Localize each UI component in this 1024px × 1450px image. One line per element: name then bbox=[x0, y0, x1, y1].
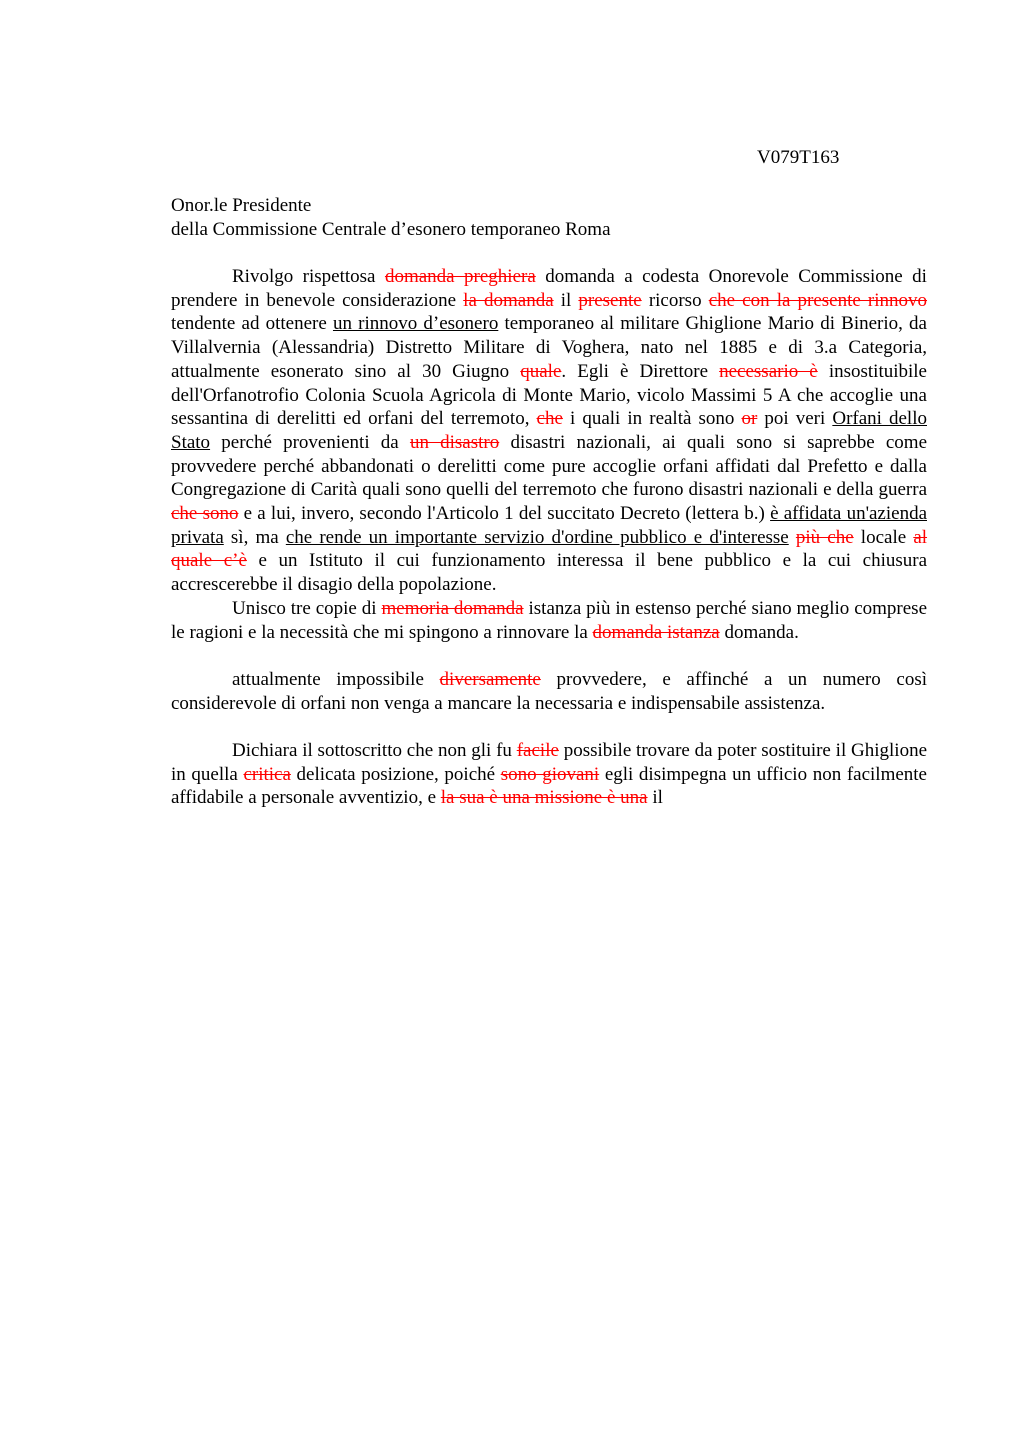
deleted-text: diversamente bbox=[439, 668, 541, 690]
text-run: perché provenienti da bbox=[210, 431, 410, 453]
text-run: possibile trovare da poter sostituire il Ghiglione in quella bbox=[171, 740, 928, 785]
text-run: domanda. bbox=[719, 621, 799, 643]
text-run: e un Istituto il cui funzionamento interessa il bene pubblico e la cui chiusura accrescerebbe il disagio della popolazione. bbox=[171, 550, 927, 596]
text-run: Dichiara il sottoscritto che non gli fu bbox=[232, 740, 517, 762]
text-run: poi veri bbox=[757, 408, 833, 430]
paragraph-attachments bbox=[171, 597, 927, 644]
deleted-text: domanda istanza bbox=[592, 621, 720, 643]
deleted-text: la domanda bbox=[463, 289, 554, 311]
text-run: Unisco tre copie di bbox=[232, 597, 382, 619]
text-run: e a lui, invero, secondo l'Articolo 1 del succitato Decreto (lettera b.) bbox=[238, 503, 771, 525]
deleted-text: presente bbox=[578, 289, 642, 311]
address-block bbox=[171, 194, 931, 241]
text-run: temporaneo al militare Ghiglione Mario di Binerio, da Villalvernia (Alessandria) Distretto Militare di Voghera, nato nel 1885 e di 3.a Categoria, attualmente esonerato sino al 30 Giugno bbox=[171, 313, 927, 382]
deleted-text: che sono bbox=[171, 503, 239, 525]
deleted-text: memoria domanda bbox=[381, 597, 524, 619]
paragraph-request bbox=[171, 265, 927, 597]
deleted-text: facile bbox=[516, 740, 559, 762]
text-run: tendente ad ottenere bbox=[171, 313, 333, 335]
text-run: i quali in realtà sono bbox=[562, 408, 742, 430]
deleted-text: necessario è bbox=[719, 360, 818, 382]
text-run: provvedere, e affinché a un numero così considerevole di orfani non venga a mancare la necessaria e indispensabile assistenza. bbox=[171, 668, 927, 714]
deleted-text: la sua è una missione è una bbox=[440, 787, 648, 809]
text-run: delicata posizione, poiché bbox=[290, 763, 501, 785]
text-run: il bbox=[647, 787, 663, 809]
text-run: locale bbox=[853, 526, 914, 548]
text-run bbox=[789, 527, 796, 548]
deleted-text: domanda preghiera bbox=[384, 266, 536, 287]
deleted-text: or bbox=[741, 408, 758, 430]
deleted-text: che con la presente rinnovo bbox=[708, 289, 928, 311]
text-run: il bbox=[553, 289, 579, 311]
text-run: insostituibile dell'Orfanotrofio Colonia Scuola Agricola di Monte Mario, vicolo Massimi 5 A che accoglie una sessantina di derelitti ed orfani del terremoto, bbox=[171, 360, 927, 430]
underlined-text: un rinnovo d’esonero bbox=[332, 313, 499, 335]
text-run: domanda a codesta Onorevole Commissione di prendere in benevole considerazione bbox=[171, 266, 927, 311]
letter-body bbox=[171, 265, 927, 810]
deleted-text: che bbox=[536, 408, 563, 430]
text-run: attualmente impossibile bbox=[232, 668, 440, 690]
deleted-text: sono giovani bbox=[500, 763, 600, 785]
address-line-recipient: Onor.le Presidente bbox=[171, 195, 312, 216]
text-run: Rivolgo rispettosa bbox=[232, 266, 385, 287]
text-run: . Egli è Direttore bbox=[561, 360, 720, 382]
text-run: sì, ma bbox=[223, 526, 286, 548]
deleted-text: al quale c’è bbox=[171, 526, 928, 572]
paragraph-impossibility bbox=[171, 668, 927, 715]
underlined-text: è affidata un'azienda privata bbox=[171, 503, 927, 548]
deleted-text: quale bbox=[520, 360, 562, 382]
underlined-text: Orfani dello Stato bbox=[171, 408, 927, 453]
underlined-text: che rende un importante servizio d'ordine pubblico e d'interesse bbox=[285, 526, 789, 548]
deleted-text: critica bbox=[243, 763, 291, 785]
text-run: egli disimpegna un ufficio non facilmente affidabile a personale avventizio, e bbox=[171, 763, 927, 809]
deleted-text: più che bbox=[795, 526, 854, 548]
paragraph-declaration bbox=[171, 739, 927, 810]
document-code: V079T163 bbox=[757, 147, 840, 168]
text-run: disastri nazionali, ai quali sono si saprebbe come provvedere perché abbandonati o derelitti come pure accoglie orfani affidati dal Prefetto e dalla Congregazione di Carità quali sono quelli del terremoto che furono disastri nazionali e della guerra bbox=[171, 431, 928, 501]
deleted-text: un disastro bbox=[409, 431, 500, 453]
address-line-commission: della Commissione Centrale d’esonero temporaneo Roma bbox=[171, 218, 611, 240]
text-run: ricorso bbox=[641, 289, 709, 311]
text-run: istanza più in estenso perché siano meglio comprese le ragioni e la necessità che mi spingono a rinnovare la bbox=[171, 597, 928, 643]
